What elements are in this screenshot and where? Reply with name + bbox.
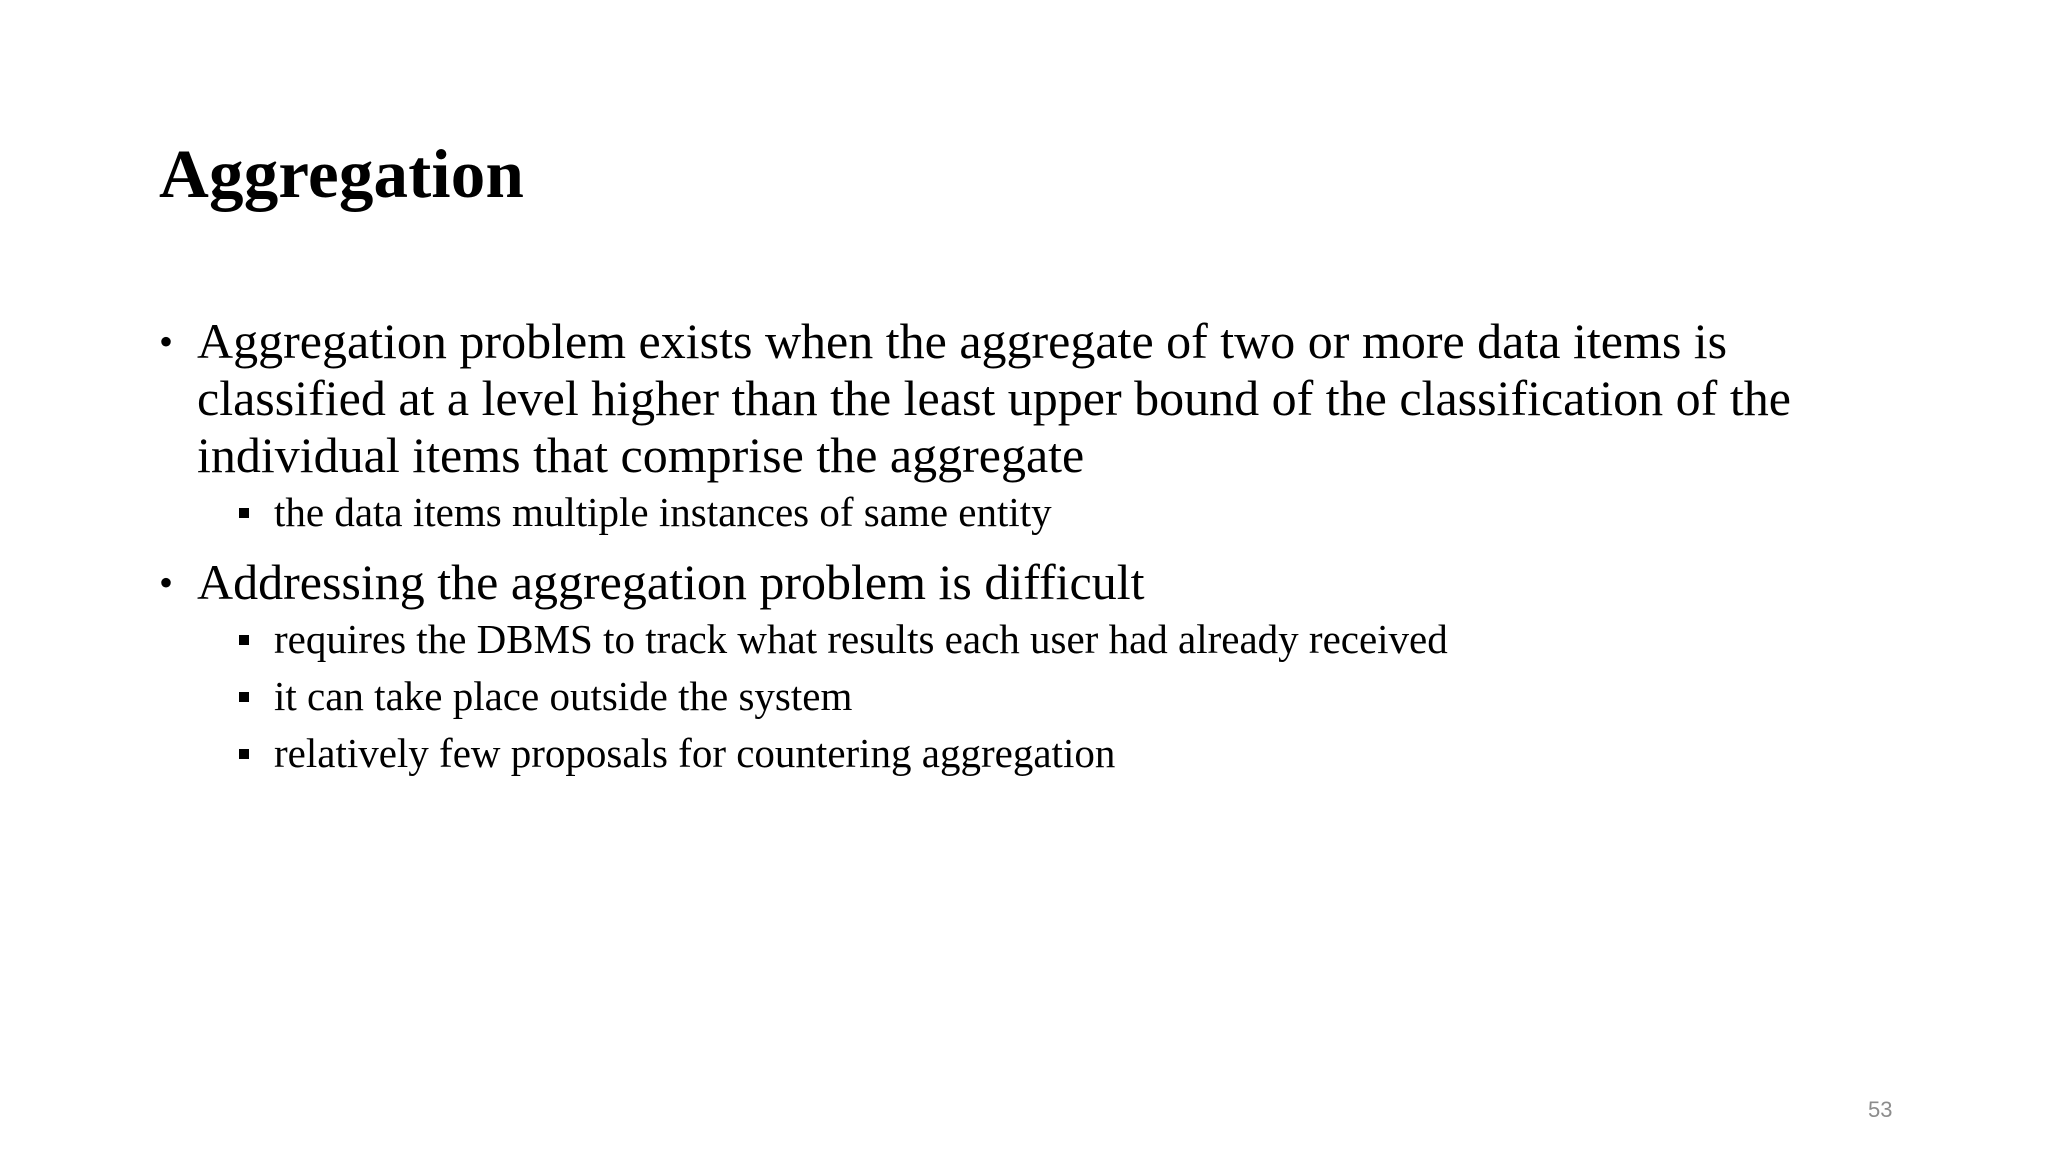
sub-bullet-item (159, 611, 1919, 668)
square-bullet-icon (239, 508, 249, 518)
bullet-dot-icon: • (159, 319, 174, 364)
page-number: 53 (1868, 1097, 1893, 1122)
sub-bullet-text: the data items multiple instances of same entity (274, 489, 1052, 535)
sub-bullet-text: requires the DBMS to track what results each user had already received (274, 616, 1448, 662)
sub-bullet-text: it can take place outside the system (274, 673, 853, 719)
sub-bullet-text: relatively few proposals for countering aggregation (274, 730, 1116, 776)
square-bullet-icon (239, 692, 249, 702)
bullet-item (159, 554, 1919, 611)
bullet-dot-icon: • (159, 560, 174, 605)
sub-bullet-item (159, 668, 1919, 725)
sub-bullet-item (159, 725, 1919, 782)
square-bullet-icon (239, 749, 249, 759)
bullet-text: Aggregation problem exists when the aggregate of two or more data items is classified at a level higher than the least upper bound of the classification of the individual items that comprise the aggregate (197, 313, 1791, 483)
sub-bullet-item (159, 484, 1919, 541)
bullet-item (159, 313, 1919, 484)
bullet-text: Addressing the aggregation problem is difficult (197, 554, 1145, 610)
slide-body (159, 313, 1919, 782)
square-bullet-icon (239, 635, 249, 645)
slide-title: Aggregation (159, 136, 525, 212)
